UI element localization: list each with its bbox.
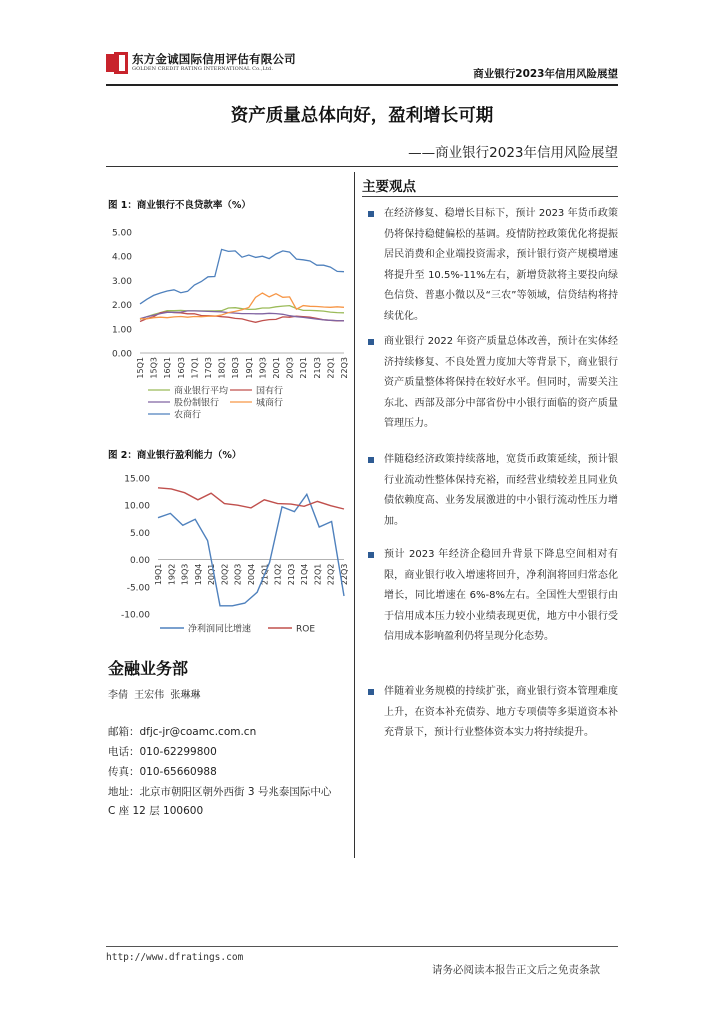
legend-label: 净利润同比增速 [188,624,252,635]
npl-ratio-chart [108,212,352,430]
logo-company-name-en: GOLDEN CREDIT RATING INTERNATIONAL Co.,Ltd. [132,66,274,72]
footer-website-link[interactable]: http://www.dfratings.com [106,952,244,963]
x-tick-label: 16Q1 [163,357,173,379]
x-tick-label: 22Q3 [340,357,349,379]
figure2-caption: 图 2：商业银行盈利能力（%） [108,450,242,461]
x-tick-label: 19Q2 [167,563,177,586]
y-tick-label: 3.00 [111,276,132,287]
x-tick-label: 20Q1 [272,357,281,379]
header-report-name: 商业银行2023年信用风险展望 [473,68,618,80]
x-tick-label: 18Q1 [217,357,227,379]
series-line [140,249,344,304]
x-tick-label: 17Q3 [204,357,213,379]
contact-address-line2: C 座 12 层 100600 [108,805,204,817]
x-tick-label: 22Q1 [313,563,323,586]
company-logo [106,50,296,76]
key-points-title: 主要观点 [362,179,416,195]
x-tick-label: 21Q1 [260,563,270,586]
legend-label: ROE [296,624,316,635]
key-point-item [362,450,618,532]
contact-fax: 传真：010-65660988 [108,766,217,778]
footer-divider [106,946,618,947]
x-tick-label: 22Q3 [340,563,349,586]
square-bullet-icon [368,211,374,217]
y-tick-label: 10.00 [124,501,150,512]
key-point-item [362,204,618,327]
x-tick-label: 17Q1 [190,357,200,379]
y-tick-label: -10.00 [120,610,150,621]
y-tick-label: 15.00 [124,474,150,485]
key-point-text: 伴随稳经济政策持续落地，宽货币政策延续，预计银行业流动性整体保持充裕，而经营业绩较差且同业负债依赖度高、业务发展激进的中小银行流动性压力增加。 [384,454,618,527]
key-point-text: 伴随着业务规模的持续扩张，商业银行资本管理难度上升，在资本补充债券、地方专项债等多渠道资本补充背景下，预计行业整体资本实力将持续提升。 [384,686,618,738]
legend-label: 商业银行平均 [174,386,229,397]
square-bullet-icon [368,457,374,463]
contact-address: 地址：北京市朝阳区朝外西街 3 号兆泰国际中心 [108,786,332,798]
contact-email: 邮箱：dfjc-jr@coamc.com.cn [108,726,257,738]
header-divider [106,84,618,86]
y-tick-label: 1.00 [111,325,132,336]
x-tick-label: 18Q3 [231,357,241,379]
x-tick-label: 19Q4 [193,563,203,586]
y-tick-label: 0.00 [129,556,150,567]
series-line [140,293,344,319]
figure1-caption: 图 1：商业银行不良贷款率（%） [108,200,251,211]
y-tick-label: 0.00 [111,349,132,360]
y-tick-label: -5.00 [126,583,150,594]
x-tick-label: 16Q3 [176,357,186,379]
key-point-item [362,682,618,744]
square-bullet-icon [368,339,374,345]
y-tick-label: 2.00 [111,301,132,312]
x-tick-label: 22Q1 [326,357,336,379]
y-tick-label: 5.00 [129,528,150,539]
logo-mark-icon [106,52,128,74]
x-tick-label: 21Q3 [312,357,322,379]
x-tick-label: 21Q2 [273,563,283,586]
x-tick-label: 21Q4 [300,563,310,586]
logo-company-name: 东方金诚国际信用评估有限公司 [132,52,296,66]
square-bullet-icon [368,689,374,695]
x-tick-label: 15Q3 [149,357,159,379]
profitability-chart [108,462,352,642]
key-points-divider [362,196,618,197]
x-tick-label: 19Q1 [154,563,163,586]
x-tick-label: 21Q1 [299,357,309,379]
footer-disclaimer: 请务必阅读本报告正文后之免责条款 [432,964,600,976]
series-line [158,488,344,509]
x-tick-label: 22Q2 [326,563,336,586]
x-tick-label: 21Q3 [286,563,296,586]
x-tick-label: 20Q2 [220,563,230,586]
x-tick-label: 19Q3 [258,357,268,379]
x-tick-label: 20Q3 [285,357,295,379]
column-divider [354,172,355,858]
x-tick-label: 15Q1 [136,357,145,379]
key-point-text: 在经济修复、稳增长目标下，预计 2023 年货币政策仍将保持稳健偏松的基调。疫情防控政策优化将提振居民消费和企业端投资需求，预计银行资产规模增速将提升至 10.5%-11%左右，新增贷款将主要投向绿色信贷、普惠小微以及“三农”等领域，信贷结构将持续优化。 [384,208,618,322]
legend-label: 农商行 [174,410,202,421]
x-tick-label: 20Q3 [233,563,243,586]
legend-label: 国有行 [256,386,284,397]
square-bullet-icon [368,552,374,558]
key-point-text: 预计 2023 年经济企稳回升背景下降息空间相对有限，商业银行收入增速将回升，净利润将回归常态化增长，同比增速在 6%-8%左右。全国性大型银行由于信用成本压力较小业绩表现更优，地方中小银行受信用成本影响盈利仍将呈现分化态势。 [384,549,618,642]
title-divider [106,166,618,167]
page-subtitle: ——商业银行2023年信用风险展望 [408,145,618,161]
legend-label: 城商行 [256,398,284,409]
page-title: 资产质量总体向好，盈利增长可期 [230,106,494,126]
legend-label: 股份制银行 [174,398,220,409]
y-tick-label: 4.00 [111,252,132,263]
x-tick-label: 19Q1 [244,357,254,379]
key-point-item [362,332,618,435]
x-tick-label: 19Q3 [180,563,190,586]
x-tick-label: 20Q4 [247,563,256,586]
department-title: 金融业务部 [108,659,189,678]
department-analysts: 李倩 王宏伟 张琳琳 [108,690,201,701]
contact-phone: 电话：010-62299800 [108,746,217,758]
key-point-text: 商业银行 2022 年资产质量总体改善，预计在实体经济持续修复、不良处置力度加大等背景下，商业银行资产质量整体将保持在较好水平。但同时，需要关注东北、西部及部分中部省份中小银行面临的资产质量管理压力。 [384,336,618,429]
y-tick-label: 5.00 [111,228,132,239]
x-tick-label: 20Q1 [207,563,217,586]
key-point-item [362,545,618,648]
series-line [158,494,344,606]
